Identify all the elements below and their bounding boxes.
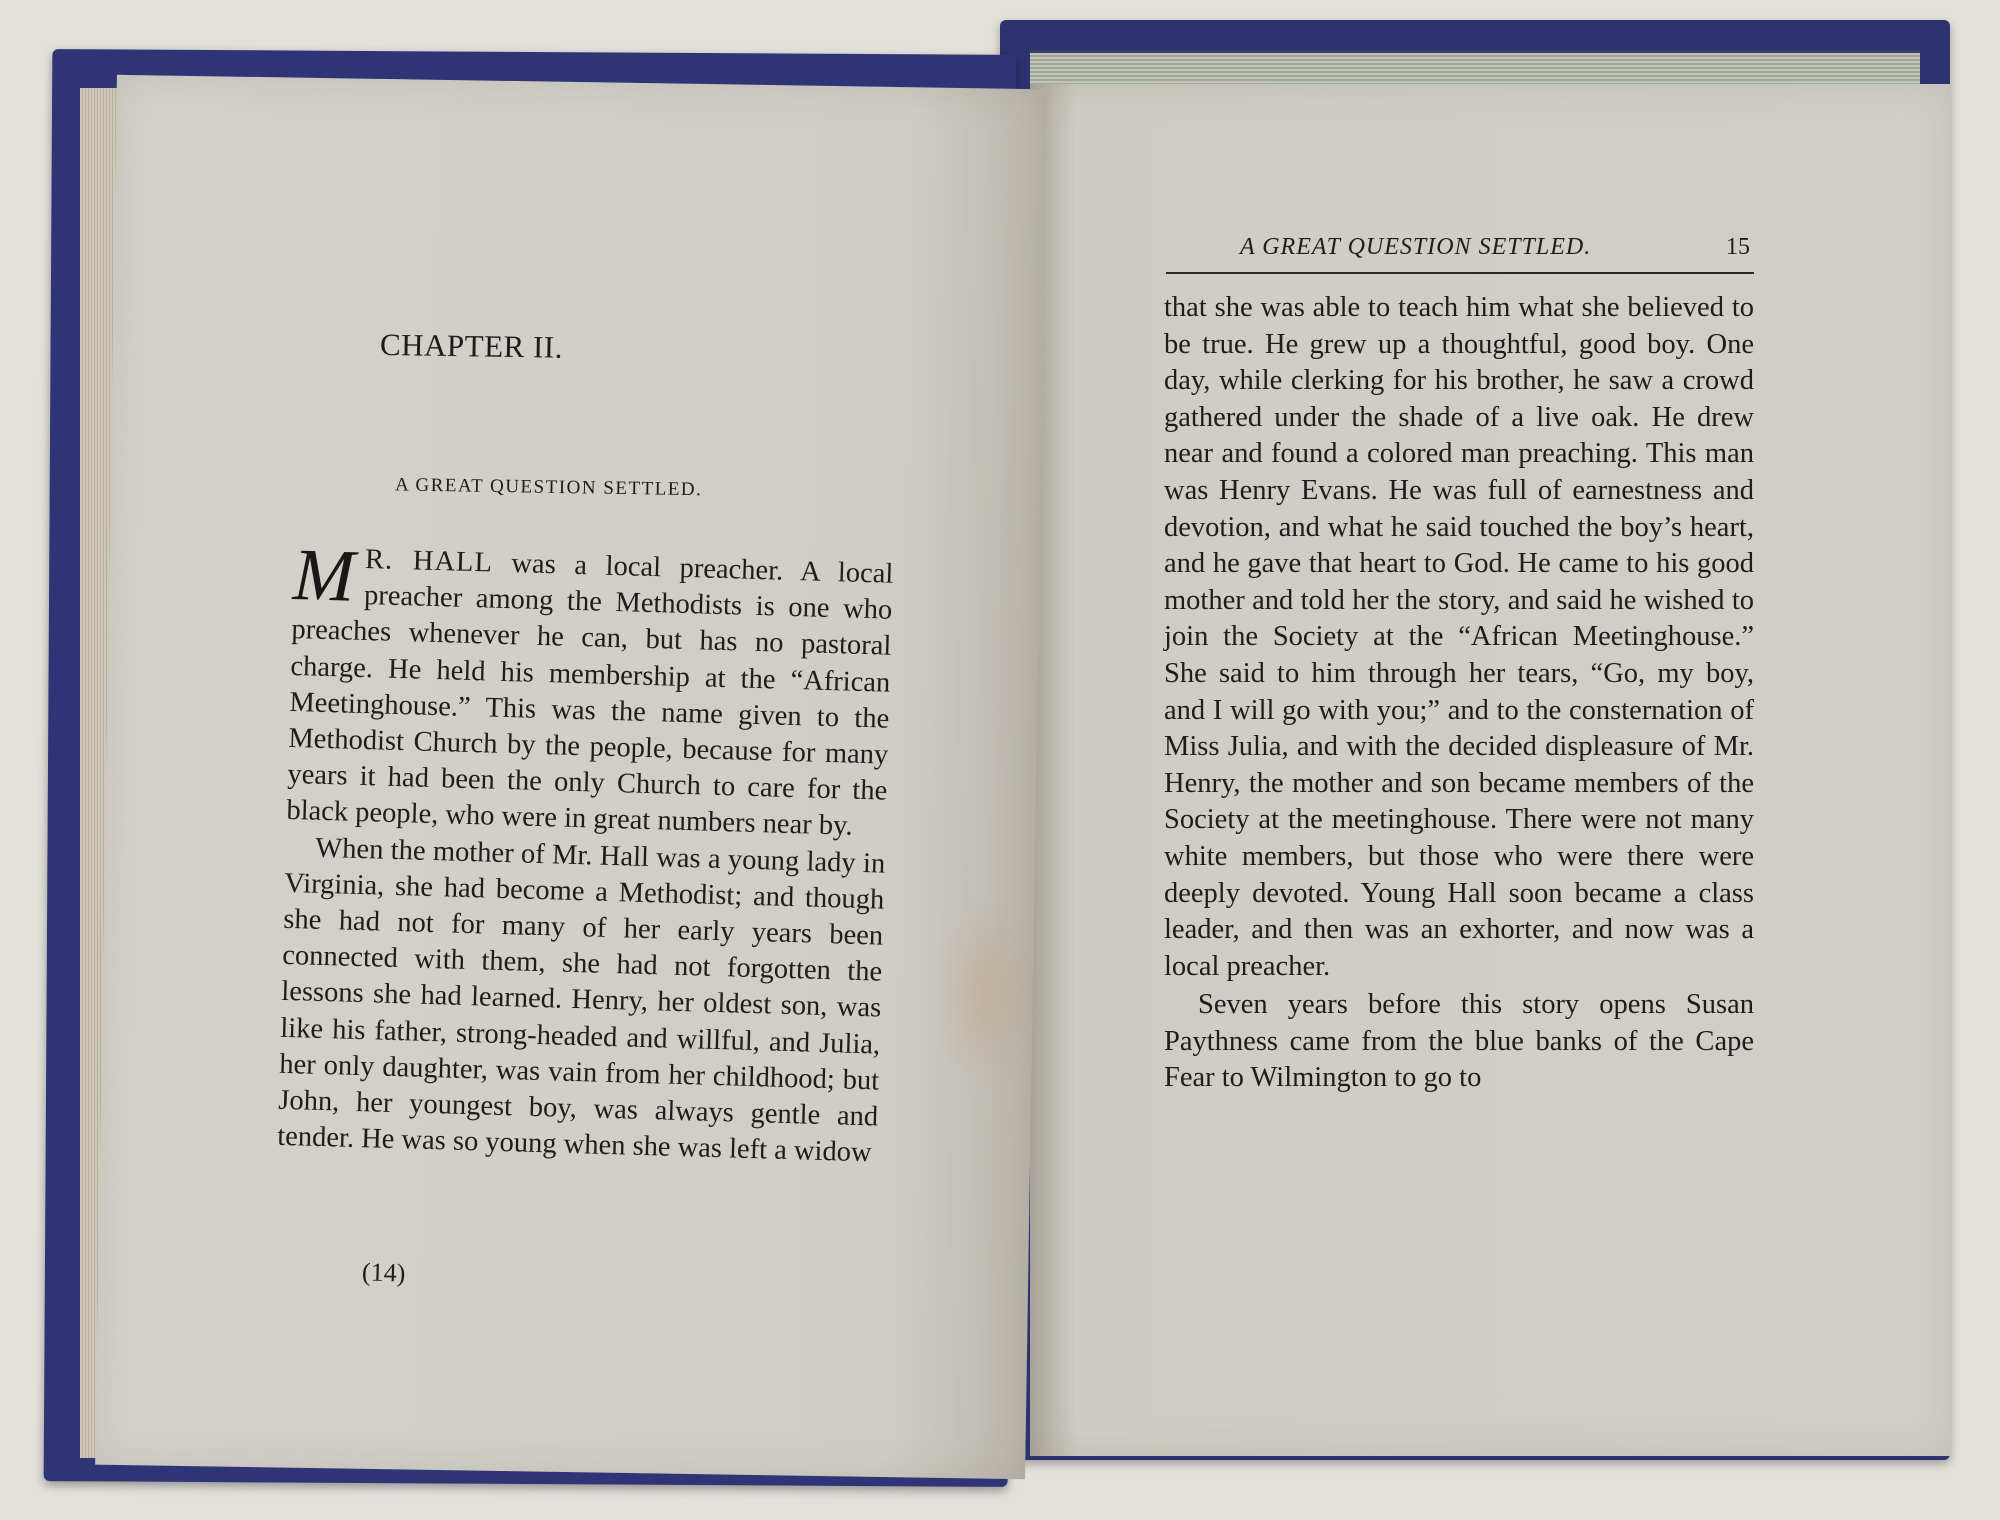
small-caps-lead: R. HALL — [364, 544, 494, 579]
page-stain — [931, 898, 1044, 1090]
left-paragraph-1 — [286, 534, 894, 846]
left-page-body — [276, 534, 894, 1172]
section-title: A GREAT QUESTION SETTLED. — [394, 474, 703, 501]
left-paragraph-2: When the mother of Mr. Hall was a young lady in Virginia, she had become a Methodist; and though she had not for many of her early years been connected with them, she had not forgotten the lessons she had learned. Henry, her oldest son, was like his father, strong-headed and willful, and Julia, her only daughter, was vain from her childhood; but John, her youngest boy, was always gentle and tender. He was so young when she was left a widow — [276, 832, 886, 1169]
running-head — [1166, 234, 1754, 274]
page-number-right: 15 — [1726, 234, 1750, 260]
right-paragraph-2: Seven years before this story opens Susan Paythness came from the blue banks of the Cape Fear to Wilmington to go to — [1164, 989, 1754, 1094]
right-paragraph-1: that she was able to teach him what she believed to be true. He grew up a thoughtful, good boy. One day, while clerking for his brother, he saw a crowd gathered under the shade of a live oak. He drew near and found a colored man preaching. This man was Henry Evans. He was full of earnestness and devotion, and what he said touched the boy’s heart, and he gave that heart to God. He came to his good mother and told her the story, and said he wished to join the Society at the “African Meetinghouse.” She said to him through her tears, “Go, my boy, and I will go with you;” and to the consternation of Miss Julia, and with the decided displeasure of Mr. Henry, the mother and son became members of the Society at the meetinghouse. There were not many white members, but those who were there were deeply devoted. Young Hall soon became a class leader, and then was an exhorter, and now was a local preacher. — [1164, 292, 1754, 982]
running-head-title: A GREAT QUESTION SETTLED. — [1240, 234, 1592, 260]
left-paragraph-1-text: was a local preacher. A local preacher among the Methodists is one who preaches whenever he can, but has no pastoral charge. He held his membership at the “African Meetinghouse.” This was the name given to the Methodist Church by the people, because for many years it had been the only Church to care for the black people, who were in great numbers near by. — [286, 547, 894, 843]
drop-cap: M — [291, 534, 356, 618]
page-number-left: (14) — [361, 1257, 406, 1288]
right-page-body — [1164, 290, 1754, 1097]
chapter-heading: CHAPTER II. — [379, 326, 564, 365]
